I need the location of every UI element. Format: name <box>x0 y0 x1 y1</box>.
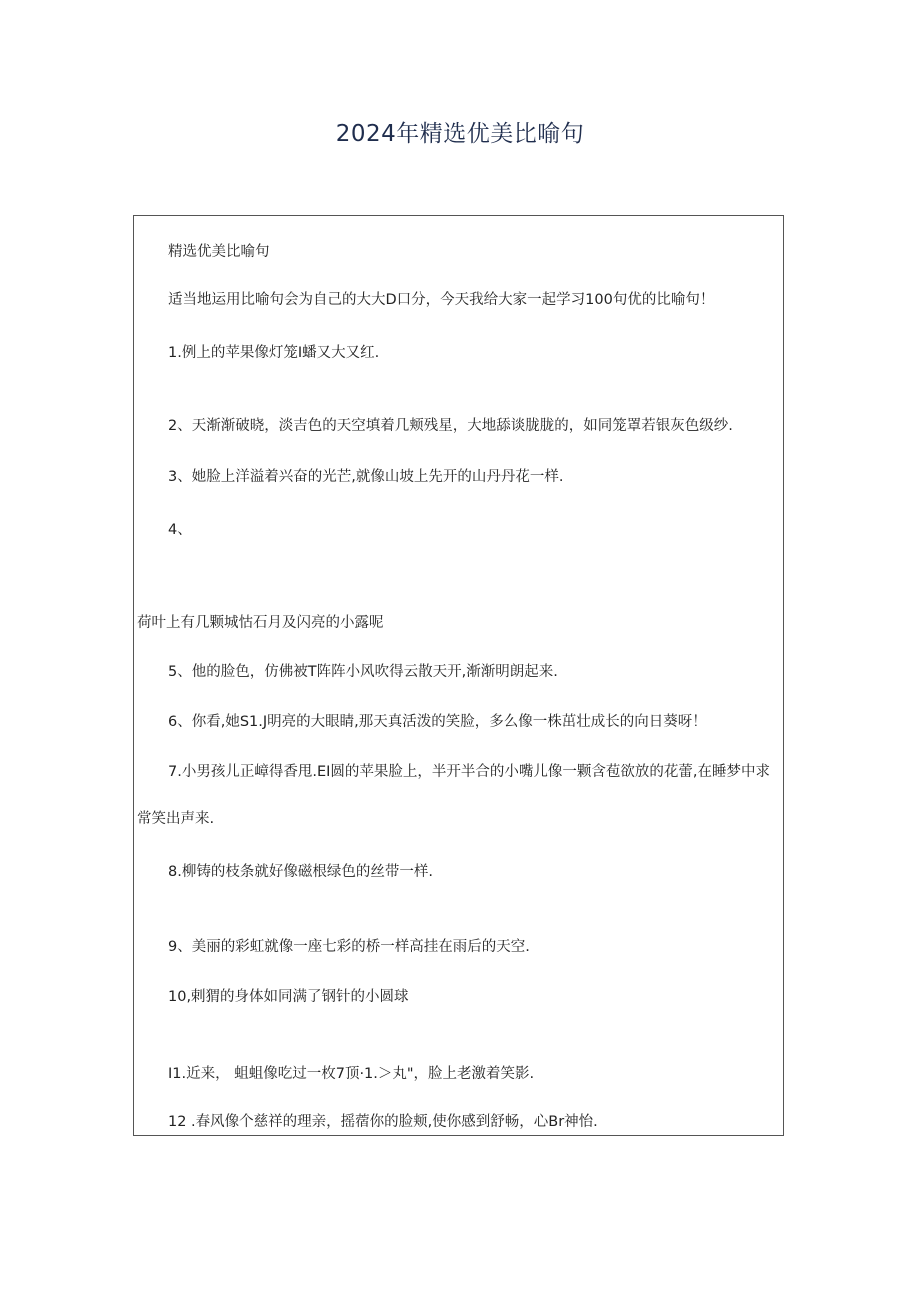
sentence-11: I1.近来， 蛆蛆像吃过一枚7顶·1.＞丸"，脸上老激着笑影. <box>168 1066 535 1082</box>
sentence-7: 7.小男孩儿正嶂得香甩.EI圆的苹果脸上，半开半合的小嘴儿像一颗含苞欲放的花蕾,在睡梦中求 <box>168 764 770 780</box>
sentence-6: 6、你看,她S1.J明亮的大眼睛,那天真活泼的笑脸，多么像一株茁壮成长的向日葵呀！ <box>168 714 707 730</box>
document-title: 2024年精选优美比喻句 <box>335 121 585 147</box>
sentence-2: 2、天渐渐破晓，淡吉色的天空填着几颊残星，大地舔谈胧胧的，如同笼罩若银灰色级纱. <box>168 418 733 434</box>
sentence-7-continued: 常笑出声来. <box>137 811 215 827</box>
sentence-3: 3、她脸上洋溢着兴奋的光芒,就像山坡上先开的山丹丹花一样. <box>168 469 564 485</box>
intro-paragraph: 适当地运用比喻句会为自己的大大D口分，今天我给大家一起学习100句优的比喻句！ <box>168 292 715 308</box>
content-box <box>133 215 784 1136</box>
sentence-10: 10,剌猬的身体如同满了钢针的小圆球 <box>168 989 409 1005</box>
section-heading: 精选优美比喻句 <box>168 244 270 260</box>
sentence-12: 12 .春风像个慈祥的理亲，摇蓿你的脸颊,使你感到舒畅，心Br神怡. <box>168 1114 598 1130</box>
sentence-1: 1.例上的苹果像灯笼I蟠又大又红. <box>168 345 380 361</box>
sentence-5: 5、他的脸色，仿佛被T阵阵小风吹得云散天开,渐渐明朗起来. <box>168 664 558 680</box>
sentence-8: 8.柳铸的枝条就好像磁根绿色的丝带一样. <box>168 864 433 880</box>
sentence-4-text: 荷叶上有几颗城怙石月及闪亮的小露呢 <box>137 615 384 631</box>
sentence-4-number: 4、 <box>168 522 192 538</box>
sentence-9: 9、美丽的彩虹就像一座七彩的桥一样高挂在雨后的天空. <box>168 939 530 955</box>
